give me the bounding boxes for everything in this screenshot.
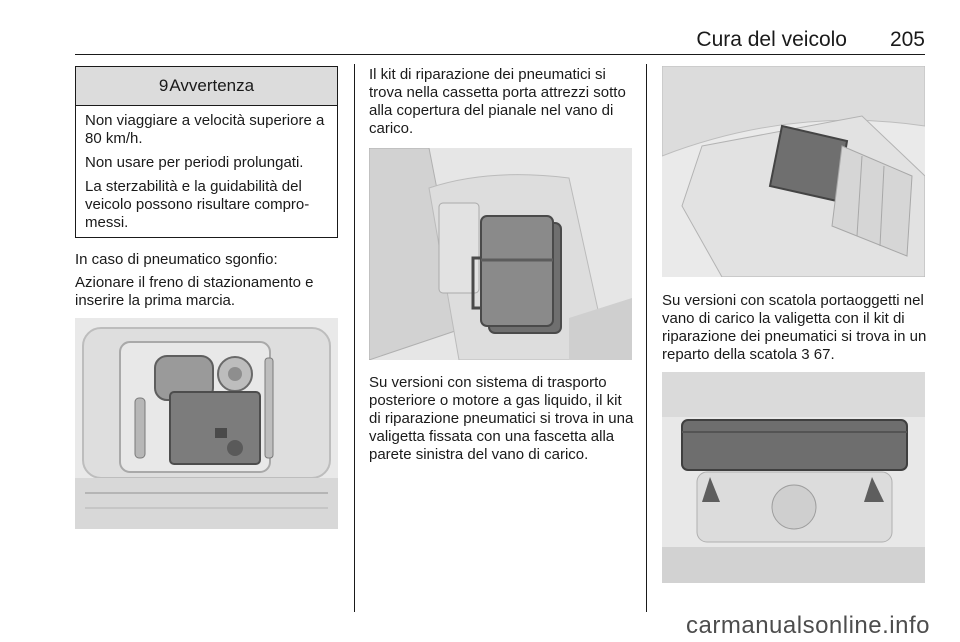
- column3-caption: [662, 292, 927, 369]
- warning-box: [75, 66, 338, 238]
- page-header: [75, 28, 925, 52]
- warning-title: Avvertenza: [169, 76, 255, 95]
- tyre-kit-illustration: [75, 318, 338, 529]
- column1-text: [75, 251, 340, 315]
- paragraph: Su versioni con sistema di trasporto posteriore o motore a gas liquido, il kit di riparazione pneumatici si trova in una valigetta fissata con una fascetta alla parete sinistra del vano di carico.: [369, 374, 634, 463]
- storage-box-illustration: [662, 66, 925, 277]
- rear-compartment-illustration: [662, 372, 925, 583]
- watermark: carmanualsonline.info: [686, 612, 930, 639]
- header-rule: [75, 54, 925, 55]
- paragraph: In caso di pneumatico sgonfio:: [75, 251, 278, 268]
- column-divider: [354, 64, 355, 612]
- tyre-kit-case-illustration: [369, 148, 632, 360]
- warning-icon: 9: [158, 76, 169, 95]
- column2-intro: [369, 66, 634, 143]
- column-divider: [646, 64, 647, 612]
- warning-line: Non usare per periodi prolungati.: [85, 154, 304, 171]
- warning-line: Non viaggiare a velocità superiore a 80 km/h.: [85, 112, 325, 147]
- section-title: Cura del veicolo: [696, 28, 847, 51]
- paragraph: Azionare il freno di stazionamento e inserire la prima marcia.: [75, 274, 314, 309]
- paragraph: Il kit di riparazione dei pneumatici si trova nella cassetta porta attrezzi sotto alla copertura del pianale nel vano di carico.: [369, 66, 626, 137]
- caption-text: Su versioni con scatola portaoggetti nel vano di carico la valigetta con il kit di riparazione dei pneumatici si trova in un reparto della scatola: [662, 292, 927, 363]
- reference-page: 67.: [813, 346, 835, 363]
- reference-icon: 3: [801, 346, 810, 363]
- page-number: 205: [889, 28, 925, 51]
- warning-body: [76, 106, 337, 232]
- warning-line: La sterzabilità e la guidabilità del veicolo possono risultare compro-messi.: [85, 178, 310, 231]
- column2-caption: [369, 374, 634, 469]
- warning-header: [76, 67, 337, 106]
